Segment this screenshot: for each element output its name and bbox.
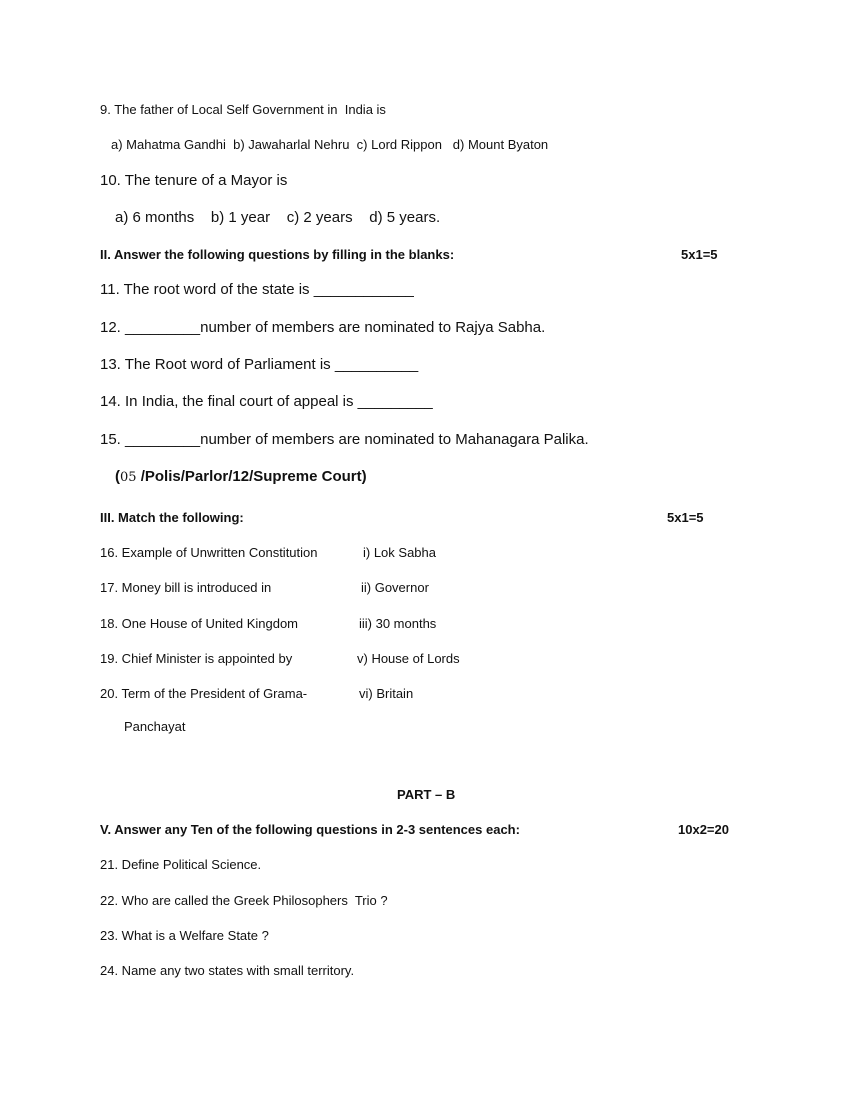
section-5-marks: 10x2=20 bbox=[678, 822, 729, 837]
question-11: 11. The root word of the state is ____________ bbox=[100, 281, 414, 298]
section-3-marks: 5x1=5 bbox=[667, 510, 704, 525]
question-12: 12. _________number of members are nominated to Rajya Sabha. bbox=[100, 319, 546, 336]
choices-rest: /Polis/Parlor/12/Supreme Court) bbox=[136, 468, 367, 485]
question-14: 14. In India, the final court of appeal is _________ bbox=[100, 393, 433, 410]
question-21: 21. Define Political Science. bbox=[100, 857, 262, 872]
match-left-19: 19. Chief Minister is appointed by bbox=[100, 651, 293, 666]
question-9-options: a) Mahatma Gandhi b) Jawaharlal Nehru c) Lord Rippon d) Mount Byaton bbox=[111, 137, 549, 152]
section-2-heading: II. Answer the following questions by filling in the blanks: bbox=[100, 247, 455, 262]
question-23: 23. What is a Welfare State ? bbox=[100, 928, 269, 943]
question-10: 10. The tenure of a Mayor is bbox=[100, 172, 288, 189]
question-13: 13. The Root word of Parliament is __________ bbox=[100, 356, 419, 373]
choices-open-paren: ( bbox=[115, 468, 120, 485]
question-24: 24. Name any two states with small territory. bbox=[100, 963, 355, 978]
match-left-16: 16. Example of Unwritten Constitution bbox=[100, 545, 318, 560]
match-right-16: i) Lok Sabha bbox=[363, 545, 436, 560]
question-9: 9. The father of Local Self Government in India is bbox=[100, 102, 386, 117]
choices-05: 05 bbox=[120, 470, 137, 485]
match-left-18: 18. One House of United Kingdom bbox=[100, 616, 299, 631]
match-right-20: vi) Britain bbox=[359, 686, 414, 701]
question-15: 15. _________number of members are nominated to Mahanagara Palika. bbox=[100, 431, 589, 448]
section-2-marks: 5x1=5 bbox=[681, 247, 718, 262]
match-left-17: 17. Money bill is introduced in bbox=[100, 580, 272, 595]
match-left-20: 20. Term of the President of Grama- bbox=[100, 686, 308, 701]
match-right-18: iii) 30 months bbox=[359, 616, 437, 631]
section-5-heading: V. Answer any Ten of the following questions in 2-3 sentences each: bbox=[100, 822, 520, 837]
part-b-title: PART – B bbox=[397, 787, 456, 802]
question-22: 22. Who are called the Greek Philosophers Trio ? bbox=[100, 893, 388, 908]
fill-blank-choices bbox=[115, 468, 367, 485]
match-left-20-continued: Panchayat bbox=[124, 719, 186, 734]
section-3-heading: III. Match the following: bbox=[100, 510, 244, 525]
match-right-19: v) House of Lords bbox=[357, 651, 460, 666]
question-10-options: a) 6 months b) 1 year c) 2 years d) 5 years. bbox=[115, 209, 441, 226]
match-right-17: ii) Governor bbox=[361, 580, 429, 595]
